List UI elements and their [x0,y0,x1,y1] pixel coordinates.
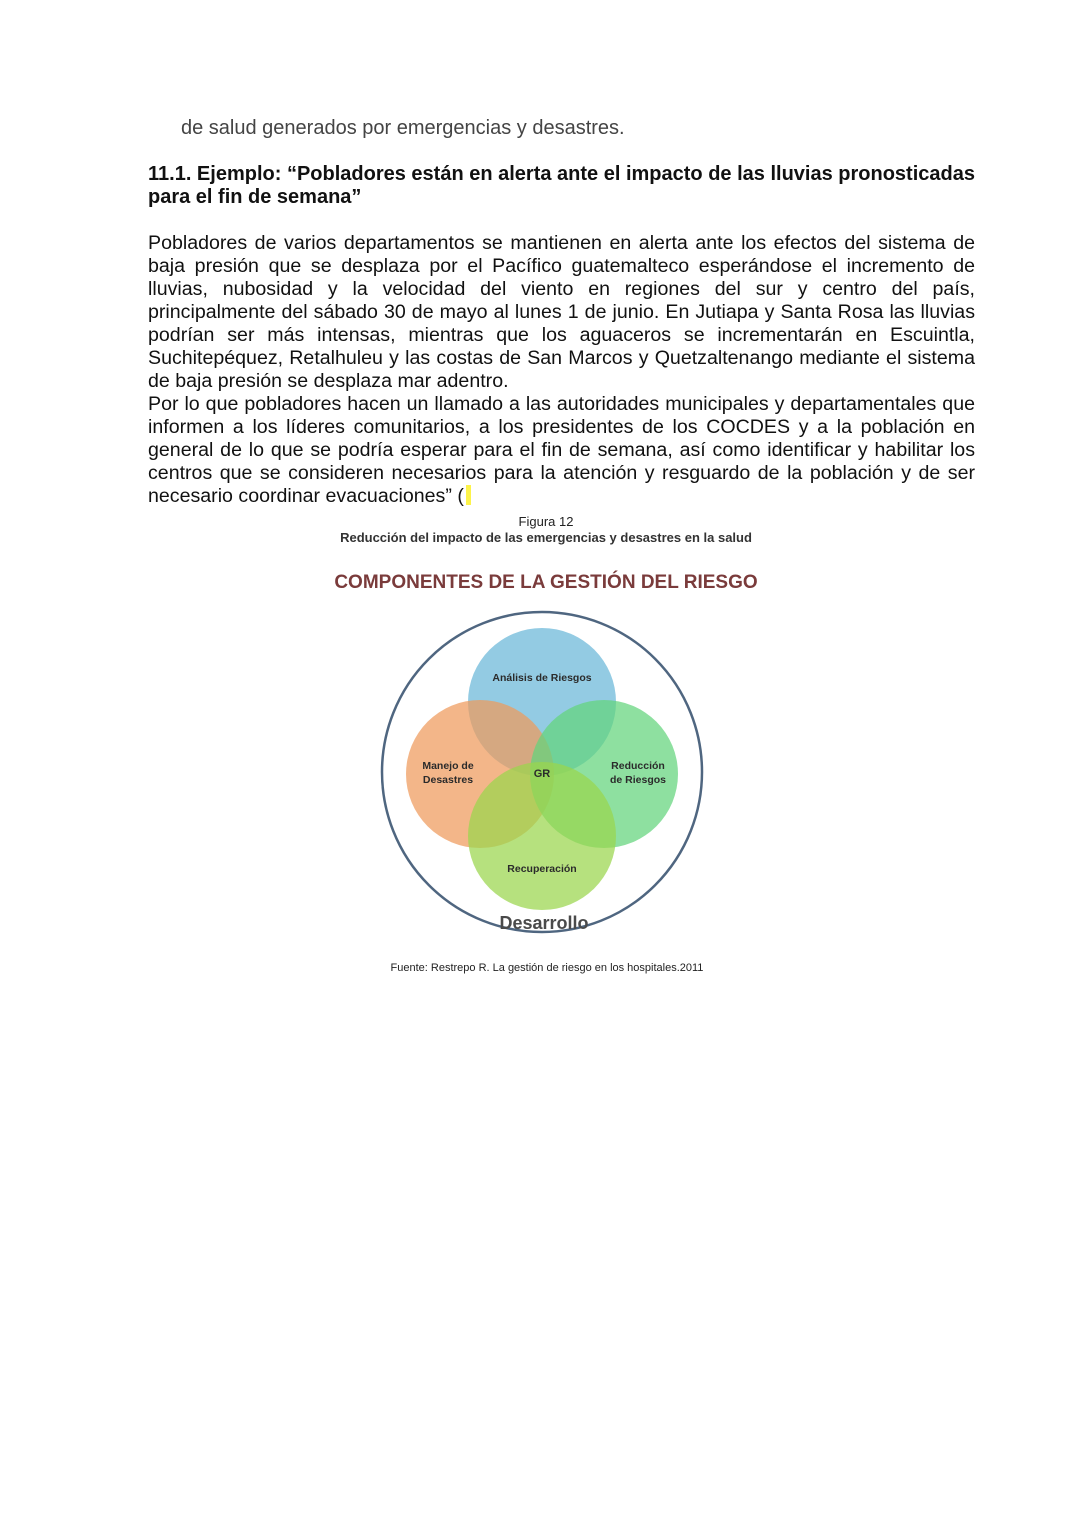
body-text [148,232,975,508]
paragraph-2 [148,393,975,508]
diagram-svg [330,560,760,940]
paragraph-2-text: Por lo que pobladores hacen un llamado a las autoridades municipales y departamentales que informen a los líderes comunitarios, a los presidentes de los COCDES y a la población en general de lo que se podría esperar para el fin de semana, así como identificar y habilitar los centros que se consideren necesarios para la atención y resguardo de la población y de ser necesario coordinar evacuaciones” ( [148,393,975,507]
paragraph-1: Pobladores de varios departamentos se mantienen en alerta ante los efectos del sistema de baja presión que se desplaza por el Pacífico guatemalteco esperándose el incremento de lluvias, nubosidad y la velocidad del viento en regiones del sur y centro del país, principalmente del sábado 30 de mayo al lunes 1 de junio. En Jutiapa y Santa Rosa las lluvias podrían ser más intensas, mientras que los aguaceros se incrementarán en Escuintla, Suchitepéquez, Retalhuleu y las costas de San Marcos y Quetzaltenango mediante el sistema de baja presión se desplaza mar adentro. [148,232,975,392]
circle-recuperacion [468,762,616,910]
risk-management-diagram [330,560,760,940]
label-recuperacion: Recuperación [507,863,577,875]
section-heading: 11.1. Ejemplo: “Pobladores están en alerta ante el impacto de las lluvias pronosticadas para el fin de semana” [148,163,975,208]
diagram-title: COMPONENTES DE LA GESTIÓN DEL RIESGO [334,572,758,593]
label-analisis-riesgos: Análisis de Riesgos [492,672,592,684]
figure-source: Fuente: Restrepo R. La gestión de riesgo en los hospitales.2011 [390,962,704,974]
label-manejo-line1: Manejo de [422,760,474,772]
figure-label: Figura 12 [518,514,574,529]
highlight-mark [466,485,471,505]
label-manejo-line2: Desastres [422,774,474,786]
outer-label-desarrollo: Desarrollo [499,913,589,933]
continuation-line: de salud generados por emergencias y desastres. [181,117,625,139]
label-center-gr: GR [533,768,551,780]
label-reduccion-line2: de Riesgos [609,774,667,786]
figure-caption: Reducción del impacto de las emergencias y desastres en la salud [340,530,752,545]
label-reduccion-line1: Reducción [611,760,665,772]
